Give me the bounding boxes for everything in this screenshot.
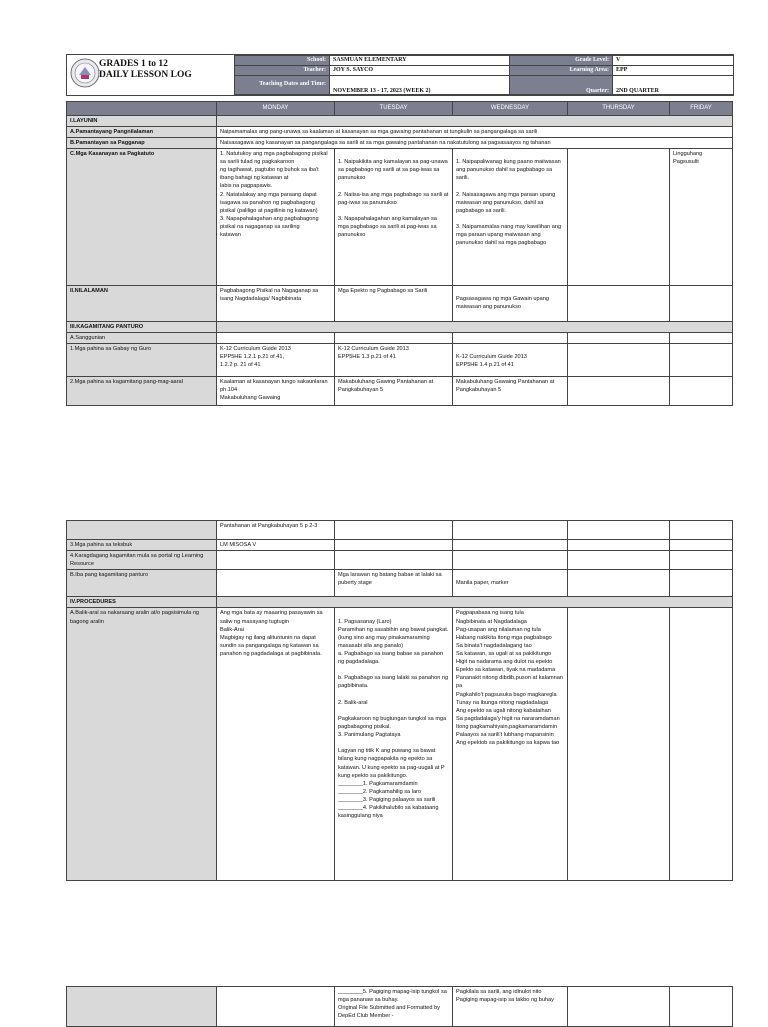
- table-row: [67, 608, 733, 881]
- area-label: Learning Area:: [510, 65, 613, 75]
- cell-thursday: [568, 149, 670, 286]
- table-row: [67, 333, 733, 344]
- cell-friday: Lingguhang Pagsusulit: [670, 149, 733, 286]
- day-friday: FRIDAY: [670, 102, 733, 116]
- cell-monday: LM MISOSA V: [217, 540, 335, 551]
- cell-monday: Pagbabagong Pisikal na Nagaganap sa isang Nagdadalaga/ Nagbibinata: [217, 286, 335, 322]
- grade-value: V: [613, 56, 734, 66]
- table-row: [67, 126, 733, 137]
- table-row: [67, 540, 733, 551]
- row-label: 1.Mga pahina sa Gabay ng Guro: [67, 344, 217, 377]
- cell-wednesday: Pagpapabasa ng isang tula Nagbibinata at Nagdadalaga Pag-usapan ang nilalaman ng tula Habang nakikita itong mga pagbabago Sa binata't nagdadalagang tao Sa katawan, sa ugali at sa pakikitungo Higit na nadarama ang dulot na epekto Epekto sa katawan, tiyak na madadama Pananakit nitong dibdib,puson at kalamnan pa Pagkahilo't pagsusuka bago magkaregla Tunay na ibunga nitong nagdadalaga Ang epekto sa ugali nitong kabataihan Sa pagdadalaga'y higit na nararamdaman Itong pagkamahiyain,pagkamaramdamin Palaayos sa sarili't lubhang mapansinin Ang epektob sa pakikitungo sa kapwa tao: [453, 608, 568, 881]
- row-label: A.Sanggunian: [67, 333, 217, 344]
- school-value: SASMUAN ELEMENTARY: [330, 56, 510, 66]
- table-row: [67, 286, 733, 322]
- cell-tuesday: 1. Pagsasanay (Laro) Paramihan ng sasabihin ang bawat pangkat.(kung sino ang may pinakamaraming masasabi sila ang panalo) a. Pagbabago sa isang babae sa panahon ng pagdadalaga. b. Pagbabago sa isang lalaki sa panahon ng pagbibinata. 2. Balik-aral Pagkakaroon ng bugtungan tungkol sa mga pagbabagong pisikal. 3. Panimulang Pagtataya Lagyan ng titik K ang puwang sa bawat bilang kung nagpapakita ng epekto sa katawan. U kung epekto sa pag-uugali at P kung epekto sa pakikitungo. ________1. Pagkamaramdamin ________2. Pagkamahilig sa laro ________3. Pagiging palaayos sa sarili ________4. Pakikihalubilo sa kabataang kasinggulang niya: [335, 608, 453, 881]
- table-row: [67, 570, 733, 597]
- school-label: School:: [235, 56, 330, 66]
- table-row: [67, 521, 733, 540]
- section-kagamitan: III.KAGAMITANG PANTURO: [67, 322, 217, 333]
- table-row: [67, 987, 733, 1027]
- table-row: [67, 377, 733, 406]
- row-label: B.Pamantayan sa Pagganap: [67, 137, 217, 148]
- cell-monday: K-12 Curriculum Guide 2013 EPP5HE 1.2.1 p.21 of 41, 1.2.2 p. 21 of 41: [217, 344, 335, 377]
- section-layunin: I.LAYUNIN: [67, 115, 217, 126]
- section-row: [67, 597, 733, 608]
- section-row: [67, 322, 733, 333]
- cell-monday: Pantahanan at Pangkabuhayan 5 p 2-3: [217, 521, 335, 540]
- cell-wednesday: Makabuluhang Gawaing Pantahanan at Pangkabuhayan 5: [453, 377, 568, 406]
- table-row: [67, 137, 733, 148]
- quarter-value: 2ND QUARTER: [613, 75, 734, 95]
- document-title: [99, 59, 192, 81]
- cell-wednesday: Pagkilala sa sarili, ang idinulot nito Pagiging mapag-isip sa takbo ng buhay: [453, 987, 568, 1027]
- deped-seal-icon: [70, 58, 100, 88]
- cell-tuesday: Makabuluhang Gawing Pantahanan at Pangkabuhayan 5: [335, 377, 453, 406]
- teacher-label: Teacher:: [235, 65, 330, 75]
- cell-wednesday: 1. Naipapaliwanag kung paano maiiwasan ang panunukso dahil sa pagbabago sa sarili. 2. Naisasagawa ang mga paraan upang maiwasan ang panunukso, dahil sa pagbabago sa sarili. 3. Naipamamalas nang may kawilihan ang mga paraan upang maiwasan ang panunukso dahil sa mga pagbabago: [453, 149, 568, 286]
- cell-tuesday: ________5. Pagiging mapag-isip tungkol sa mga pananaw sa buhay. Original File Submitted and Formatted by DepEd Club Member -: [335, 987, 453, 1027]
- row-label: 4.Karagdagang kagamitan mula sa portal ng Learning Resource: [67, 551, 217, 570]
- row-label: C.Mga Kasanayan sa Pagkatuto: [67, 149, 217, 286]
- title-line-2: DAILY LESSON LOG: [99, 70, 192, 80]
- day-monday: MONDAY: [217, 102, 335, 116]
- row-label: A.Pamantayang Pangnilalaman: [67, 126, 217, 137]
- cell-wednesday: Manila paper, marker: [453, 570, 568, 597]
- quarter-label: Quarter:: [510, 75, 613, 95]
- section-row: [67, 115, 733, 126]
- row-label: II.NILALAMAN: [67, 286, 217, 322]
- title-line-1: GRADES 1 to 12: [99, 59, 168, 69]
- cell-wednesday: Pagsasagawa ng mga Gawain upang maiwasan ang panunukso: [453, 286, 568, 322]
- cell-tuesday: K-12 Curriculum Guide 2013 EPP5HE 1.3 p.21 of 41: [335, 344, 453, 377]
- day-thursday: THURSDAY: [568, 102, 670, 116]
- table-row: [67, 551, 733, 570]
- grade-label: Grade Level:: [510, 56, 613, 66]
- cell-monday: Ang mga bata ay maaaring pasayawin sa saliw ng masayang tugtugin Balik-Arai Magbigay ng ilang alituntunin na dapat sundin sa pangangalaga ng katawan sa panahon ng pagdadalaga at pagbibinata.: [217, 608, 335, 881]
- day-wednesday: WEDNESDAY: [453, 102, 568, 116]
- row-label: 2.Mga pahina sa kagamitang pang-mag-aaral: [67, 377, 217, 406]
- section-procedures: IV.PROCEDURES: [67, 597, 217, 608]
- teacher-value: JOY S. SAYCO: [330, 65, 510, 75]
- lesson-table-page-3: [66, 986, 733, 1027]
- row-label: A.Balik-aral sa nakaraang aralin at/o pagsisimula ng bagong aralin: [67, 608, 217, 881]
- row-label: 3.Mga pahina sa teksbuk: [67, 540, 217, 551]
- table-row: [67, 344, 733, 377]
- cell-tuesday: 1. Naipakikita ang kamalayan sa pag-unawa sa pagbabago ng sarili at sa pag-iwas sa panunukso 2. Naiisa-isa ang mga pagbabago sa sarili at pag-iwas sa panunukso 3. Napapahalagahan ang kamalayan sa mga pagbabago sa sarili at pag-iwas sa panunukso: [335, 149, 453, 286]
- lesson-log-header: [66, 54, 734, 96]
- lesson-table-page-2: [66, 520, 733, 881]
- cell-wednesday: K-12 Curriculum Guide 2013 EPP5HE 1.4 p.21 of 41: [453, 344, 568, 377]
- dates-label: Teaching Dates and Time:: [235, 75, 330, 95]
- header-info-table: [234, 55, 734, 95]
- cell-tuesday: Mga larawan ng batang babae at lalaki sa puberty stage: [335, 570, 453, 597]
- day-header-blank: [67, 102, 217, 116]
- area-value: EPP: [613, 65, 734, 75]
- cell-tuesday: Mga Epekto ng Pagbabago sa Sarili: [335, 286, 453, 322]
- day-header-row: [67, 102, 733, 116]
- lesson-table-page-1: [66, 101, 733, 406]
- dates-value: NOVEMBER 13 - 17, 2023 (WEEK 2): [330, 75, 510, 95]
- cell-monday: Kaalaman at kasanayan tungo sakaunlaran ph.104 Makabuluhang Gawaing: [217, 377, 335, 406]
- row-text: Naipamamalas ang pang-unawa sa kaalaman at kasanayan sa mga gawaing pantahanan at tungkulin sa pangangalaga sa sarili: [217, 126, 733, 137]
- cell-monday: 1. Natutukoy ang mga pagbabagong pisikal sa sarili tulad ng pagkakaroon ng tagihawat, pagtubo ng buhok sa iba't ibang bahagi ng katawan at labis na pagpapawis. 2. Natatalakay ang mga paraang dapat isagawa sa panahon ng pagbabagong pisikal (paliligo at pagiilinis ng katawan) 3. Napapahalagahan ang pagbabagong pisikal na nagaganap sa sariling katawan: [217, 149, 335, 286]
- table-row: [67, 149, 733, 286]
- day-tuesday: TUESDAY: [335, 102, 453, 116]
- row-label: B.Iba pang kagamitang panturo: [67, 570, 217, 597]
- row-text: Naisasagawa ang kasanayan sa pangangalaga sa sarili at sa mga gawaing pantahanan na nakatutulong sa pagsasaayos ng tahanan: [217, 137, 733, 148]
